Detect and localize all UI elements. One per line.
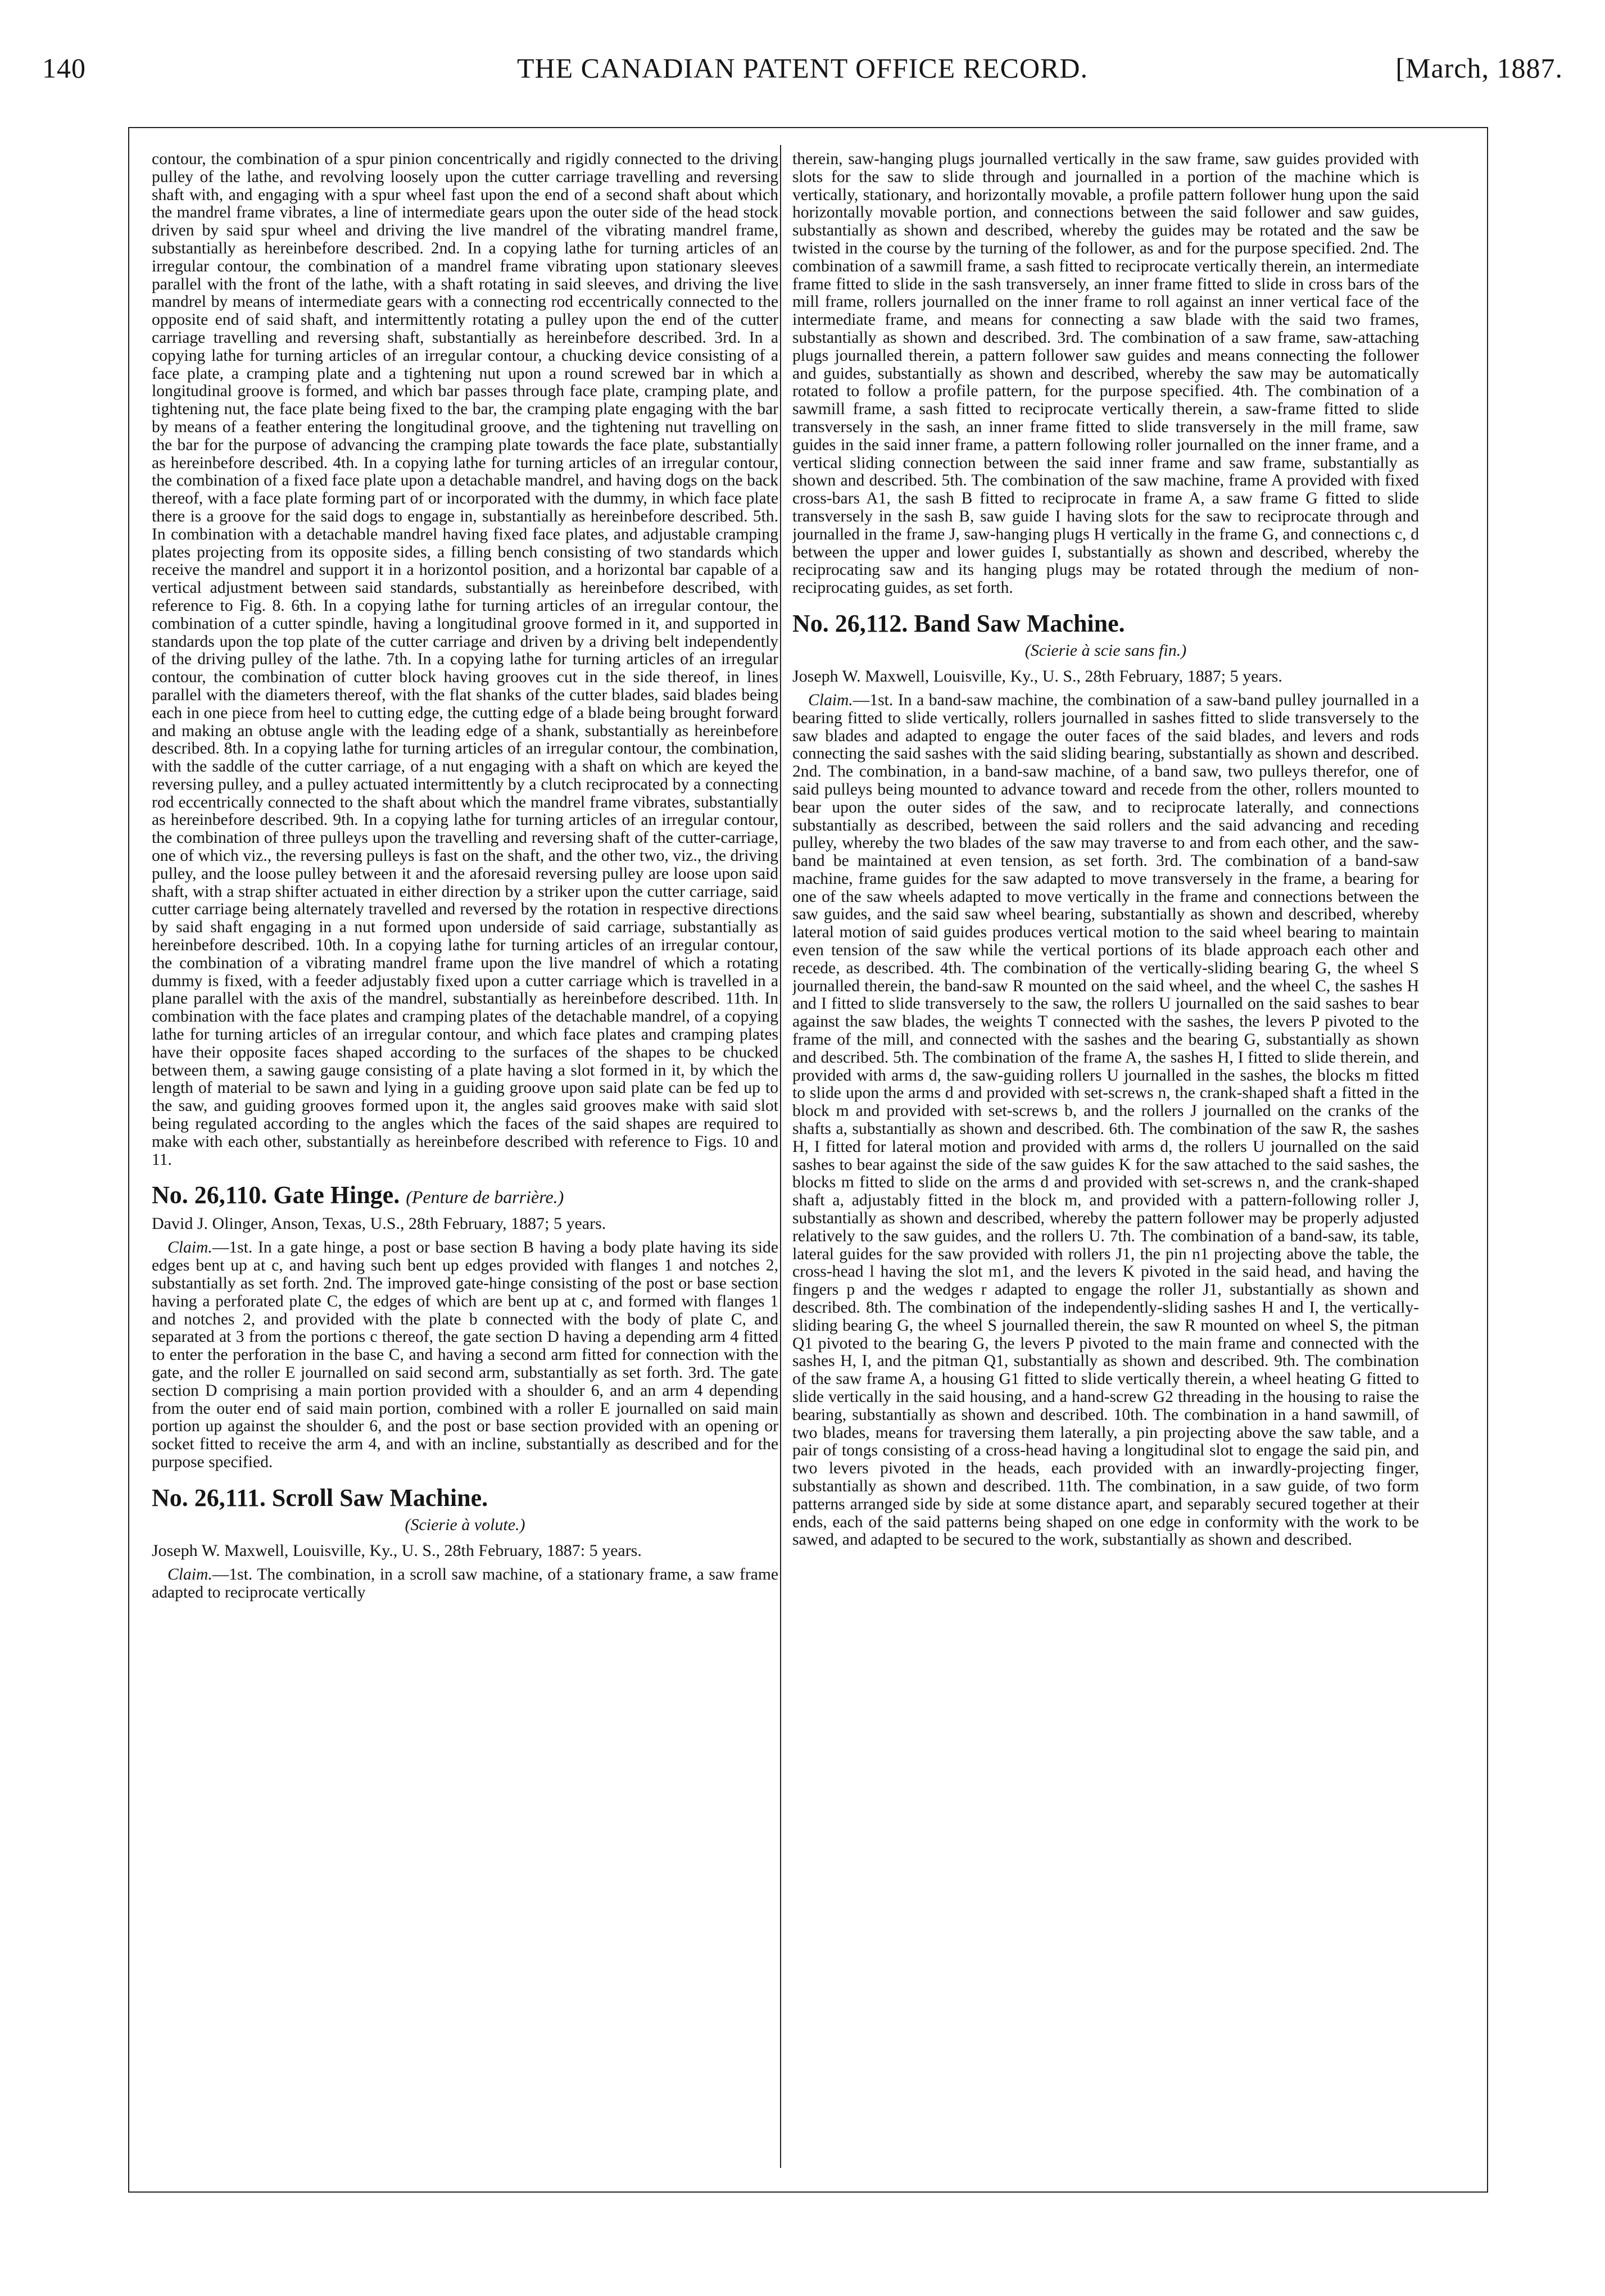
claim-text: [152, 1566, 778, 1602]
patent-name: Gate Hinge.: [273, 1181, 400, 1209]
claim-text: [792, 692, 1419, 1549]
patent-heading-26110: [152, 1181, 778, 1211]
patent-number: No. 26,111.: [152, 1483, 266, 1512]
patent-french-name: (Penture de barrière.): [406, 1187, 564, 1208]
claim-label: Claim.: [808, 691, 853, 709]
claim-body: —1st. In a band-saw machine, the combination of a saw-band pulley journalled in a bearing fitted to slide vertically, rollers journalled in sashes fitted to slide transversely to the saw blades and adapted to engage the outer faces of the said blades, and levers and rods connecting the said sashes with the said sliding bearing, substantially as shown and described. 2nd. The combination, in a band-saw machine, of a band saw, two pulleys therefor, one of said pulleys being mounted to advance toward and recede from the other, rollers mounted to bear upon the outer sides of the saw, and to reciprocate laterally, and connections substantially as described, between the said rollers and the said advancing and receding pulley, whereby the two blades of the saw may traverse to and from each other, and the saw-band be maintained at even tension, as set forth. 3rd. The combination of a band-saw machine, frame guides for the saw adapted to move transversely in the frame, a bearing for one of the saw wheels adapted to move vertically in the frame and connections between the saw guides, and the said saw wheel bearing, substantially as shown and described, whereby lateral motion of said guides produces vertical motion to the said wheel bearing to maintain even tension of the saw while the vertical portions of its blade approach each other and recede, as described. 4th. The combination of the vertically-sliding bearing G, the wheel S journalled therein, the band-saw R mounted on the said wheel, and the wheel C, the sashes H and I fitted to slide transversely to the saw, the rollers U journalled on the said sashes to bear against the saw blades, the weights T connected with the sashes, the levers P pivoted to the frame of the mill, and connected with the sashes and the bearing G, substantially as shown and described. 5th. The combination of the frame A, the sashes H, I fitted to slide therein, and provided with arms d, the saw-guiding rollers U journalled in the sashes, the blocks m fitted to slide upon the arms d and provided with set-screws n, the crank-shaped shaft a fitted in the block m and provided with set-screws b, and the rollers J journalled on the cranks of the shafts a, substantially as shown and described. 6th. The combination of the saw R, the sashes H, I fitted for lateral motion and provided with arms d, the rollers U journalled on the said sashes to bear against the side of the saw guides K for the saw attached to the said sashes, the blocks m fitted to slide on the arms d and provided with set-screws n, and the crank-shaped shaft a, adjustably fitted in the block m, and provided with a pattern-following roller J, substantially as shown and described, whereby the pattern follower may be properly adjusted relatively to the saw guides, and the rollers U. 7th. The combination of a band-saw, its table, lateral guides for the saw provided with rollers J1, the pin n1 projecting above the table, the cross-head l having the slot m1, and the levers K pivoted in the said head, and having the fingers p and the wedges r adapted to engage the roller J1, substantially as shown and described. 8th. The combination of the independently-sliding sashes H and I, the vertically-sliding bearing G, the wheel S journalled therein, the saw R mounted on wheel S, the pitman Q1 pivoted to the bearing G, the levers P pivoted to the main frame and connected with the sashes H, I, and the pitman Q1, substantially as shown and described. 9th. The combination of the saw frame A, a housing G1 fitted to slide vertically therein, a wheel heating G fitted to slide vertically in the said housing, and a hand-screw G2 threading in the housing to raise the bearing, substantially as shown and described. 10th. The combination in a hand sawmill, of two blades, means for traversing them laterally, a pin projecting above the saw table, and a pair of tongs consisting of a cross-head having a longitudinal slot to engage the said pin, and two levers pivoted in the heads, each provided with an inwardly-projecting finger, substantially as shown and described. 11th. The combination, in a saw guide, of two form patterns arranged side by side at some distance apart, and separably secured together at their ends, each of the said patterns being shaped on one edge in conformity with the work to be sawed, and adapted to be secured to the work, substantially as shown and described.: [792, 691, 1419, 1549]
patentee-line: David J. Olinger, Anson, Texas, U.S., 28th February, 1887; 5 years.: [152, 1214, 606, 1233]
right-column: [792, 151, 1419, 2180]
patent-number: No. 26,110.: [152, 1181, 268, 1209]
patent-name: Band Saw Machine.: [914, 609, 1125, 637]
patent-heading-26111: [152, 1484, 778, 1512]
patent-french-name: (Scierie à scie sans fin.): [1024, 641, 1187, 660]
left-column: [152, 151, 778, 2180]
continued-claims-text: contour, the combination of a spur pinion concentrically and rigidly connected to the driving pulley of the lathe, and revolving loosely upon the cutter carriage travelling and reversing shaft with, and engaging with a spur wheel fast upon the end of a second shaft about which the mandrel frame vibrates, a line of intermediate gears upon the outer side of the head stock driven by said spur wheel and driving the live mandrel of the vibrating mandrel frame, substantially as hereinbefore described. 2nd. In a copying lathe for turning articles of an irregular contour, the combination of a mandrel frame vibrating upon stationary sleeves parallel with the front of the lathe, with a shaft rotating in said sleeves, and driving the live mandrel by means of intermediate gears with a connecting rod eccentrically connected to the opposite end of said shaft, and intermittently rotating a pulley upon the end of the cutter carriage travelling and reversing shaft, substantially as hereinbefore described. 3rd. In a copying lathe for turning articles of an irregular contour, a chucking device consisting of a face plate, a cramping plate and a tightening nut upon a round screwed bar in which a longitudinal groove is formed, and which bar passes through face plate, cramping plate, and tightening nut, the face plate being fixed to the bar, the cramping plate engaging with the bar by means of a feather entering the longitudinal groove, and the tightening nut travelling on the bar for the purpose of advancing the cramping plate towards the face plate, substantially as hereinbefore described. 4th. In a copying lathe for turning articles of an irregular contour, the combination of a fixed face plate upon a detachable mandrel, and having dogs on the back thereof, with a face plate forming part of or incorporated with the dummy, in which face plate there is a groove for the said dogs to engage in, substantially as hereinbefore described. 5th. In combination with a detachable mandrel having fixed face plates, and adjustable cramping plates projecting from its opposite sides, a filling bench consisting of two standards which receive the mandrel and support it in a horizontol position, and a horizontal bar capable of a vertical adjustment between said standards, substantially as hereinbefore described, with reference to Fig. 8. 6th. In a copying lathe for turning articles of an irregular contour, the combination of a cutter spindle, having a longitudinal groove formed in it, and supported in standards upon the top plate of the cutter carriage and driven by a driving belt independently of the driving pulley of the lathe. 7th. In a copying lathe for turning articles of an irregular contour, the combination of cutter block having grooves cut in the side thereof, in lines parallel with the diameters thereof, with the flat shanks of the cutter blades, said blades being each in one piece from heel to cutting edge, the cutting edge of a blade being brought forward and making an obtuse angle with the leading edge of a shank, substantially as hereinbefore described. 8th. In a copying lathe for turning articles of an irregular contour, the combination, with the saddle of the cutter carriage, of a nut engaging with a shaft on which are keyed the reversing pulley, and a pulley actuated intermittently by a clutch reciprocated by a connecting rod eccentrically connected to the shaft about which the mandrel frame vibrates, substantially as hereinbefore described. 9th. In a copying lathe for turning articles of an irregular contour, the combination of three pulleys upon the travelling and reversing shaft of the cutter-carriage, one of which viz., the reversing pulleys is fast on the shaft, and the other two, viz., the driving pulley, and the loose pulley between it and the aforesaid reversing pulley are loose upon said shaft, with a strap shifter actuated in either direction by a striker upon the cutter carriage, said cutter carriage being alternately travelled and reversed by the rotation in respective directions by said shaft engaging in a nut formed upon underside of said carriage, substantially as hereinbefore described. 10th. In a copying lathe for turning articles of an irregular contour, the combination of a vibrating mandrel frame upon the live mandrel of which a rotating dummy is fixed, with a feeder adjustably fixed upon a cutter carriage which is travelled in a plane parallel with the axis of the mandrel, substantially as hereinbefore described. 11th. In combination with the face plates and cramping plates of the detachable mandrel, of a copying lathe for turning articles of an irregular contour, and which face plates and cramping plates have their opposite faces shaped according to the surfaces of the shapes to be chucked between them, a sawing gauge consisting of a plate having a slot formed in it, by which the length of material to be sawn and lying in a guiding groove upon said plate can be fed up to the saw, and guiding grooves formed upon it, the angles said grooves make with said slot being regulated according to the angles which the faces of the said shapes are required to make with each other, substantially as hereinbefore described with reference to Figs. 10 and 11.: [152, 151, 778, 1169]
patentee-line: Joseph W. Maxwell, Louisville, Ky., U. S., 28th February, 1887; 5 years.: [792, 666, 1282, 686]
patent-number: No. 26,112.: [792, 609, 908, 637]
publication-title: THE CANADIAN PATENT OFFICE RECORD.: [516, 52, 1089, 84]
patentee-line: Joseph W. Maxwell, Louisville, Ky., U. S., 28th February, 1887: 5 years.: [152, 1541, 642, 1560]
continued-claims-text: therein, saw-hanging plugs journalled vertically in the saw frame, saw guides provided with slots for the saw to slide through and journalled in a portion of the machine which is vertically, stationary, and horizontally movable, a profile pattern follower hung upon the said horizontally movable portion, and connections between the said follower and saw guides, substantially as shown and described, whereby the guides may be rotated and the saw be twisted in the course by the turning of the follower, as and for the purpose specified. 2nd. The combination of a sawmill frame, a sash fitted to reciprocate vertically therein, an intermediate frame fitted to slide in the sash transversely, an inner frame fitted to slide in cross bars of the mill frame, rollers journalled on the inner frame to roll against an inner vertical face of the intermediate frame, and means for connecting a saw blade with the said two frames, substantially as shown and described. 3rd. The combination of a saw frame, saw-attaching plugs journalled therein, a pattern follower saw guides and means connecting the follower and guides, substantially as shown and described, whereby the saw may be automatically rotated to follow a profile pattern, for the purpose specified. 4th. The combination of a sawmill frame, a sash fitted to reciprocate vertically therein, a saw-frame fitted to slide transversely in the sash, an inner frame fitted to slide transversely in the mill frame, saw guides in the said inner frame, a pattern following roller journalled on the inner frame, and a vertical sliding connection between the said inner frame and saw frame, substantially as shown and described. 5th. The combination of the saw machine, frame A provided with fixed cross-bars A1, the sash B fitted to reciprocate in frame A, a saw frame G fitted to slide transversely in the sash B, saw guide I having slots for the saw to reciprocate through and journalled in the frame J, saw-hanging plugs H vertically in the frame G, and connections c, d between the upper and lower guides I, substantially as shown and described, whereby the reciprocating saw and its hanging plugs may be rotated through the medium of non-reciprocating guides, as set forth.: [792, 151, 1419, 597]
claim-label: Claim.: [167, 1238, 212, 1257]
claim-body: —1st. The combination, in a scroll saw machine, of a stationary frame, a saw frame adapted to reciprocate vertically: [152, 1565, 778, 1601]
column-divider: [780, 145, 781, 2168]
patent-heading-26112: [792, 610, 1419, 638]
page-number: 140: [42, 52, 86, 84]
page-frame: [128, 127, 1488, 2193]
patent-french-name: (Scierie à volute.): [405, 1515, 525, 1534]
patent-name: Scroll Saw Machine.: [271, 1483, 488, 1512]
page-header: [42, 52, 1563, 97]
claim-label: Claim.: [167, 1565, 212, 1583]
claim-body: —1st. In a gate hinge, a post or base section B having a body plate having its side edges bent up at c, and having such bent up edges provided with flanges 1 and notches 2, substantially as set forth. 2nd. The improved gate-hinge consisting of the post or base section having a perforated plate C, the edges of which are bent up at c, and formed with flanges 1 and notches 2, and provided with the plate b connected with the body of plate C, and separated at 3 from the portions c thereof, the gate section D having a depending arm 4 fitted to enter the perforation in the base C, and having a second arm fitted for connection with the gate, and the roller E journalled on said second arm, substantially as set forth. 3rd. The gate section D comprising a main portion provided with a shoulder 6, and an arm 4 depending from the outer end of said main portion, combined with a roller E journalled on said main portion up against the shoulder 6, and the post or base section provided with an opening or socket fitted to receive the arm 4, and with an incline, substantially as described and for the purpose specified.: [152, 1238, 778, 1471]
claim-text: [152, 1239, 778, 1471]
issue-date: [March, 1887.: [1395, 52, 1563, 84]
